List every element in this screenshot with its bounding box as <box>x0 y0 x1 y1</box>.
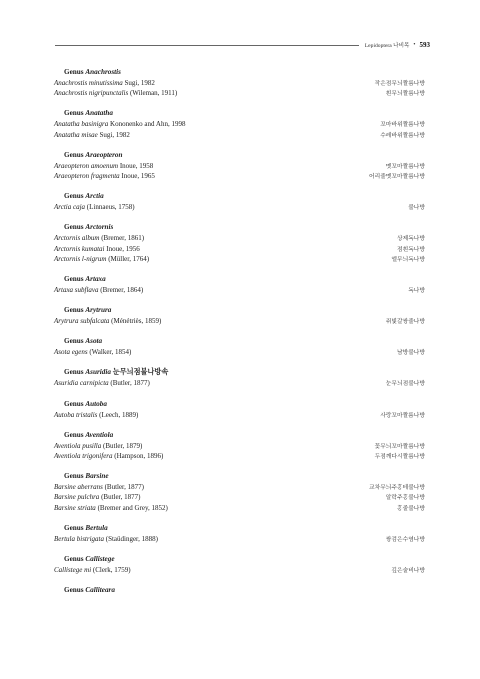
species-scientific <box>54 565 131 575</box>
genus-name: Artaxa <box>85 274 106 283</box>
species-author: (Ménétriès, 1859) <box>111 317 162 326</box>
species-binomial: Arctornis kumatai <box>54 244 105 253</box>
genus-word: Genus <box>64 109 84 118</box>
genus-word: Genus <box>64 274 84 283</box>
genus-name: Calliteara <box>85 586 115 595</box>
species-author: (Butler, 1877) <box>104 483 144 492</box>
species-korean-name: 두점깨다시짤름나방 <box>374 454 425 460</box>
species-row <box>54 565 425 575</box>
species-author: Kononenko and Ahn, 1998 <box>110 120 186 129</box>
genus-block <box>54 522 425 544</box>
species-row <box>54 130 425 140</box>
species-author: (Butler, 1879) <box>103 441 143 450</box>
genus-name: Anatatha <box>85 109 113 118</box>
genus-title <box>54 304 425 316</box>
species-row <box>54 78 425 88</box>
species-author: (Wileman, 1911) <box>129 89 178 98</box>
genus-title <box>54 335 425 347</box>
species-row <box>54 119 425 129</box>
genus-title <box>54 553 425 565</box>
species-row <box>54 482 425 492</box>
genus-block <box>54 398 425 420</box>
genus-word: Genus <box>64 150 84 159</box>
species-binomial: Bertula bistrigata <box>54 534 104 543</box>
species-binomial: Araeopteron fragmenta <box>54 171 120 180</box>
species-row <box>54 347 425 357</box>
genus-title <box>54 107 425 119</box>
species-korean-name: 꽃무늬꼬마짤름나방 <box>374 443 425 450</box>
species-row <box>54 233 425 243</box>
species-author: (Clerk, 1759) <box>92 565 131 574</box>
genus-name: Asuridia <box>85 368 111 377</box>
species-row <box>54 202 425 212</box>
species-author: (Staüdinger, 1888) <box>105 534 158 543</box>
species-author: Inoue, 1965 <box>121 171 155 180</box>
species-scientific <box>54 410 138 420</box>
genus-block <box>54 584 425 596</box>
species-korean-name: 수레바위짤름나방 <box>380 132 425 139</box>
species-scientific <box>54 441 142 451</box>
genus-word: Genus <box>64 523 84 532</box>
genus-block <box>54 429 425 461</box>
species-korean-name: 쥐빛갈쌍줄나방 <box>385 319 425 326</box>
species-binomial: Artaxa subflava <box>54 285 99 294</box>
genus-word: Genus <box>64 399 84 408</box>
species-binomial: Asota egens <box>54 348 88 357</box>
species-row <box>54 378 425 388</box>
species-binomial: Anachrostis minutissima <box>54 79 123 87</box>
species-author: (Linnaeus, 1758) <box>86 203 135 212</box>
genus-word: Genus <box>64 68 84 76</box>
species-binomial: Barsine pulchra <box>54 493 100 502</box>
species-binomial: Anachrostis nigripunctalis <box>54 89 129 98</box>
genus-title <box>54 584 425 596</box>
species-author: (Hampson, 1896) <box>114 452 164 460</box>
genus-block <box>54 273 425 295</box>
species-author: (Leech, 1889) <box>99 410 139 419</box>
species-author: (Bremer, 1861) <box>101 234 145 243</box>
genus-word: Genus <box>64 368 84 377</box>
genus-block <box>54 553 425 575</box>
species-korean-name: 쌍검은수염나방 <box>385 536 425 543</box>
genus-title <box>54 66 425 78</box>
header-bullet: • <box>413 42 416 48</box>
species-binomial: Barsine aberrans <box>54 483 103 492</box>
genus-word: Genus <box>64 192 84 201</box>
species-binomial: Anatatha basinigra <box>54 120 109 129</box>
genus-block <box>54 190 425 212</box>
species-row <box>54 254 425 264</box>
species-korean-name: 점흰독나방 <box>397 246 425 253</box>
species-author: Sugi, 1982 <box>124 79 155 87</box>
species-binomial: Arctornis l-nigrum <box>54 254 107 263</box>
species-row <box>54 451 425 461</box>
genus-title <box>54 366 425 378</box>
genus-block <box>54 335 425 357</box>
genus-name: Aventiola <box>85 430 114 439</box>
species-scientific <box>54 503 168 513</box>
species-binomial: Asuridia carnipicta <box>54 379 109 388</box>
species-korean-name: 남방불나방 <box>397 350 425 357</box>
species-scientific <box>54 492 140 502</box>
species-korean-name: 사랑꼬마짤름나방 <box>380 412 425 419</box>
species-author: Inoue, 1958 <box>119 161 154 170</box>
genus-word: Genus <box>64 430 84 439</box>
species-korean-name: 알락주홍불나방 <box>385 495 425 502</box>
genus-name: Callistege <box>85 554 115 563</box>
genus-name: Barsine <box>85 472 109 481</box>
genus-word: Genus <box>64 223 84 232</box>
species-scientific <box>54 171 155 181</box>
genus-name: Asota <box>85 337 103 346</box>
species-author: (Müller, 1764) <box>108 254 150 263</box>
genus-title <box>54 429 425 441</box>
species-scientific <box>54 161 153 171</box>
genus-word: Genus <box>64 472 84 481</box>
species-binomial: Arctia caja <box>54 203 86 212</box>
species-korean-name: 작은점무늬짤름나방 <box>374 81 425 87</box>
species-author: (Butler, 1877) <box>101 493 141 502</box>
species-korean-name: 홍줄불나방 <box>397 505 425 512</box>
genus-block <box>54 149 425 181</box>
genus-title <box>54 221 425 233</box>
species-korean-name: 엘무늬독나방 <box>391 256 425 263</box>
species-korean-name: 어리줄멧꼬마짤름나방 <box>369 173 425 180</box>
header-rule <box>55 45 359 46</box>
species-scientific <box>54 451 163 461</box>
species-scientific <box>54 378 150 388</box>
genus-block <box>54 304 425 326</box>
species-scientific <box>54 88 177 98</box>
genus-name: Autoba <box>85 399 107 408</box>
species-scientific <box>54 119 185 129</box>
species-row <box>54 161 425 171</box>
species-row <box>54 88 425 98</box>
species-scientific <box>54 233 144 243</box>
species-binomial: Anatatha misae <box>54 130 98 139</box>
species-row <box>54 285 425 295</box>
species-row <box>54 244 425 254</box>
species-author: Sugi, 1982 <box>99 130 130 139</box>
genus-title <box>54 470 425 482</box>
genus-title <box>54 149 425 161</box>
species-korean-name: 눈무늬점불나방 <box>385 381 425 388</box>
genus-title <box>54 273 425 285</box>
species-row <box>54 441 425 451</box>
species-binomial: Aventiola pusilla <box>54 441 102 450</box>
genus-word: Genus <box>64 554 84 563</box>
species-scientific <box>54 482 144 492</box>
genus-block <box>54 66 425 98</box>
species-binomial: Arytrura subfalcata <box>54 317 110 326</box>
species-korean-name: 상제독나방 <box>397 236 425 243</box>
species-scientific <box>54 244 140 254</box>
genus-name: Arytrura <box>85 306 112 315</box>
genus-title <box>54 522 425 534</box>
species-binomial: Arctornis album <box>54 234 100 243</box>
species-row <box>54 534 425 544</box>
species-row <box>54 316 425 326</box>
page-number: 593 <box>419 41 430 49</box>
genus-name: Anachrostis <box>85 68 121 76</box>
genus-block <box>54 221 425 264</box>
species-korean-name: 꼬마바위짤름나방 <box>380 122 425 129</box>
species-scientific <box>54 78 155 88</box>
species-scientific <box>54 285 143 295</box>
species-binomial: Araeopteron amoenum <box>54 161 119 170</box>
species-korean-name: 독나방 <box>408 287 425 294</box>
species-korean-name: 깊은술비나방 <box>391 567 425 574</box>
genus-korean-name: 눈무늬점불나방속 <box>112 368 169 377</box>
genus-name: Araeopteron <box>85 150 123 159</box>
genus-word: Genus <box>64 337 84 346</box>
species-binomial: Barsine striata <box>54 503 96 512</box>
genus-word: Genus <box>64 306 84 315</box>
species-scientific <box>54 316 161 326</box>
species-korean-name: 교차무늬주홍테불나방 <box>369 485 425 492</box>
genus-block <box>54 470 425 513</box>
species-author: (Butler, 1877) <box>110 379 150 388</box>
genus-title <box>54 398 425 410</box>
species-row <box>54 492 425 502</box>
species-scientific <box>54 534 158 544</box>
running-header <box>55 39 430 51</box>
header-title: Lepidoptera 나비목 <box>364 43 410 49</box>
genus-name: Arctornis <box>85 223 114 232</box>
species-korean-name: 불나방 <box>408 205 425 212</box>
species-author: (Walker, 1854) <box>89 348 132 357</box>
species-scientific <box>54 347 131 357</box>
species-scientific <box>54 130 130 140</box>
genus-title <box>54 190 425 202</box>
species-author: (Bremer, 1864) <box>100 285 144 294</box>
genus-name: Arctia <box>85 192 104 201</box>
genus-word: Genus <box>64 586 84 595</box>
species-scientific <box>54 202 135 212</box>
genus-block <box>54 366 425 388</box>
species-row <box>54 410 425 420</box>
genus-block <box>54 107 425 139</box>
genus-name: Bertula <box>85 523 108 532</box>
species-scientific <box>54 254 149 264</box>
species-row <box>54 503 425 513</box>
species-binomial: Autoba tristalis <box>54 410 98 419</box>
species-list <box>54 66 425 605</box>
species-binomial: Callistege mi <box>54 565 92 574</box>
species-row <box>54 171 425 181</box>
species-author: Inoue, 1956 <box>106 244 140 253</box>
species-author: (Bremer and Grey, 1852) <box>97 503 168 512</box>
species-korean-name: 흰무늬짤름나방 <box>385 91 425 98</box>
species-binomial: Aventiola trigonifera <box>54 452 113 460</box>
species-korean-name: 멧꼬마짤름나방 <box>385 163 425 170</box>
